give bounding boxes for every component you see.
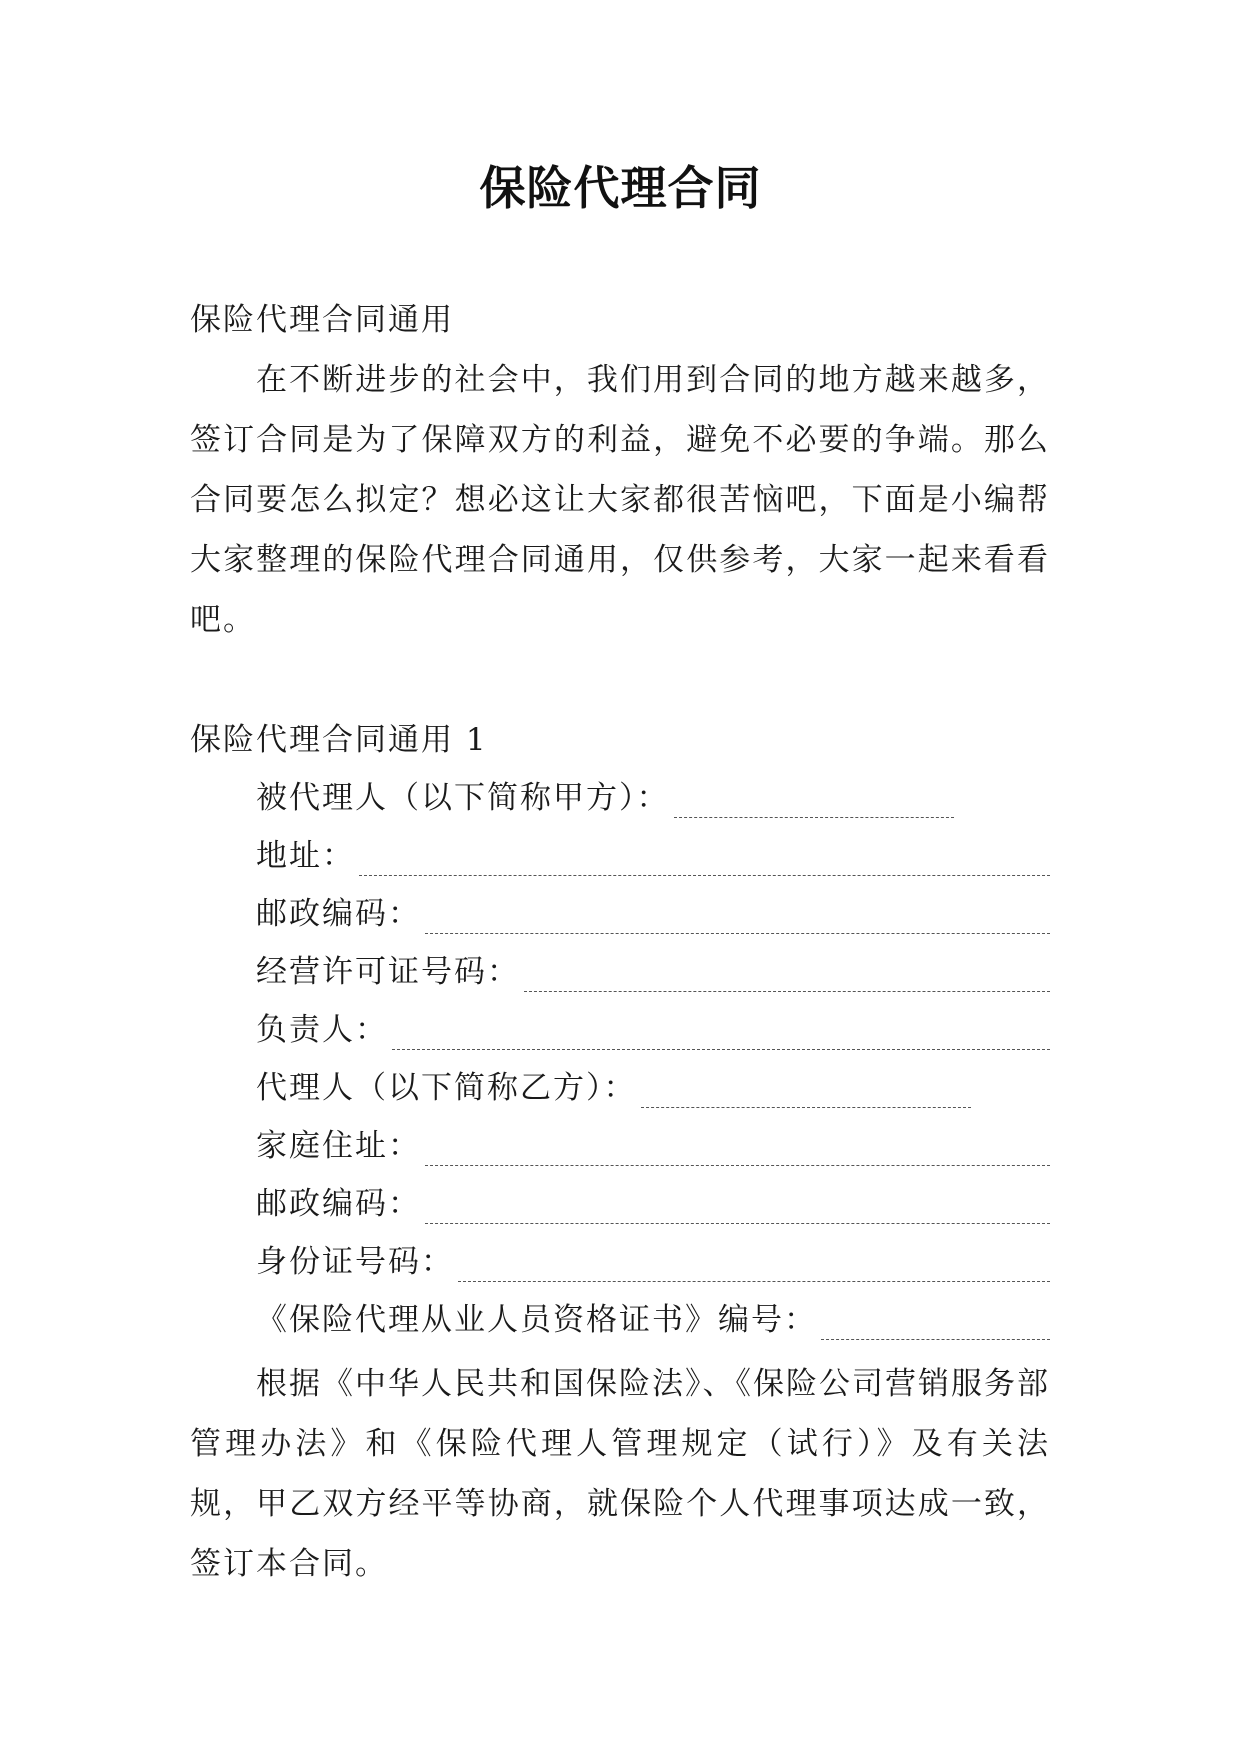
blank-line — [458, 1251, 1050, 1282]
document-title: 保险代理合同 — [479, 161, 762, 215]
blank-line — [425, 1135, 1050, 1166]
field-postcode — [190, 886, 1050, 944]
blank-line — [425, 903, 1050, 934]
field-certificate-number — [190, 1292, 1050, 1350]
field-label: 身份证号码： — [256, 1244, 454, 1280]
blank-line — [359, 845, 1050, 876]
field-label: 经营许可证号码： — [256, 954, 520, 990]
spacer — [190, 650, 1050, 710]
blank-line — [392, 1019, 1050, 1050]
field-label: 负责人： — [256, 1012, 388, 1048]
blank-line — [641, 1077, 971, 1108]
field-license-number — [190, 944, 1050, 1002]
field-label: 《保险代理从业人员资格证书》编号： — [256, 1302, 817, 1338]
blank-line — [524, 961, 1050, 992]
document-body — [190, 290, 1050, 1594]
field-label: 邮政编码： — [256, 896, 421, 932]
field-agent — [190, 1060, 1050, 1118]
field-label: 地址： — [256, 838, 355, 874]
blank-line — [425, 1193, 1050, 1224]
section-heading: 保险代理合同通用 1 — [190, 722, 488, 758]
field-label: 邮政编码： — [256, 1186, 421, 1222]
blank-line — [674, 787, 954, 818]
field-label: 家庭住址： — [256, 1128, 421, 1164]
field-principal — [190, 770, 1050, 828]
field-home-address — [190, 1118, 1050, 1176]
field-responsible-person — [190, 1002, 1050, 1060]
field-address — [190, 828, 1050, 886]
intro-paragraph: 在不断进步的社会中，我们用到合同的地方越来越多，签订合同是为了保障双方的利益，避免不必要的争端。那么合同要怎么拟定？想必这让大家都很苦恼吧，下面是小编帮大家整理的保险代理合同通用，仅供参考，大家一起来看看吧。 — [190, 362, 1050, 638]
field-label: 被代理人（以下简称甲方）： — [256, 780, 670, 816]
closing-paragraph: 根据《中华人民共和国保险法》、《保险公司营销服务部管理办法》和《保险代理人管理规定（试行）》及有关法规，甲乙双方经平等协商，就保险个人代理事项达成一致，签订本合同。 — [190, 1366, 1050, 1582]
document-subtitle: 保险代理合同通用 — [190, 302, 454, 338]
field-agent-postcode — [190, 1176, 1050, 1234]
field-id-number — [190, 1234, 1050, 1292]
field-label: 代理人（以下简称乙方）： — [256, 1070, 637, 1106]
blank-line — [821, 1309, 1050, 1340]
